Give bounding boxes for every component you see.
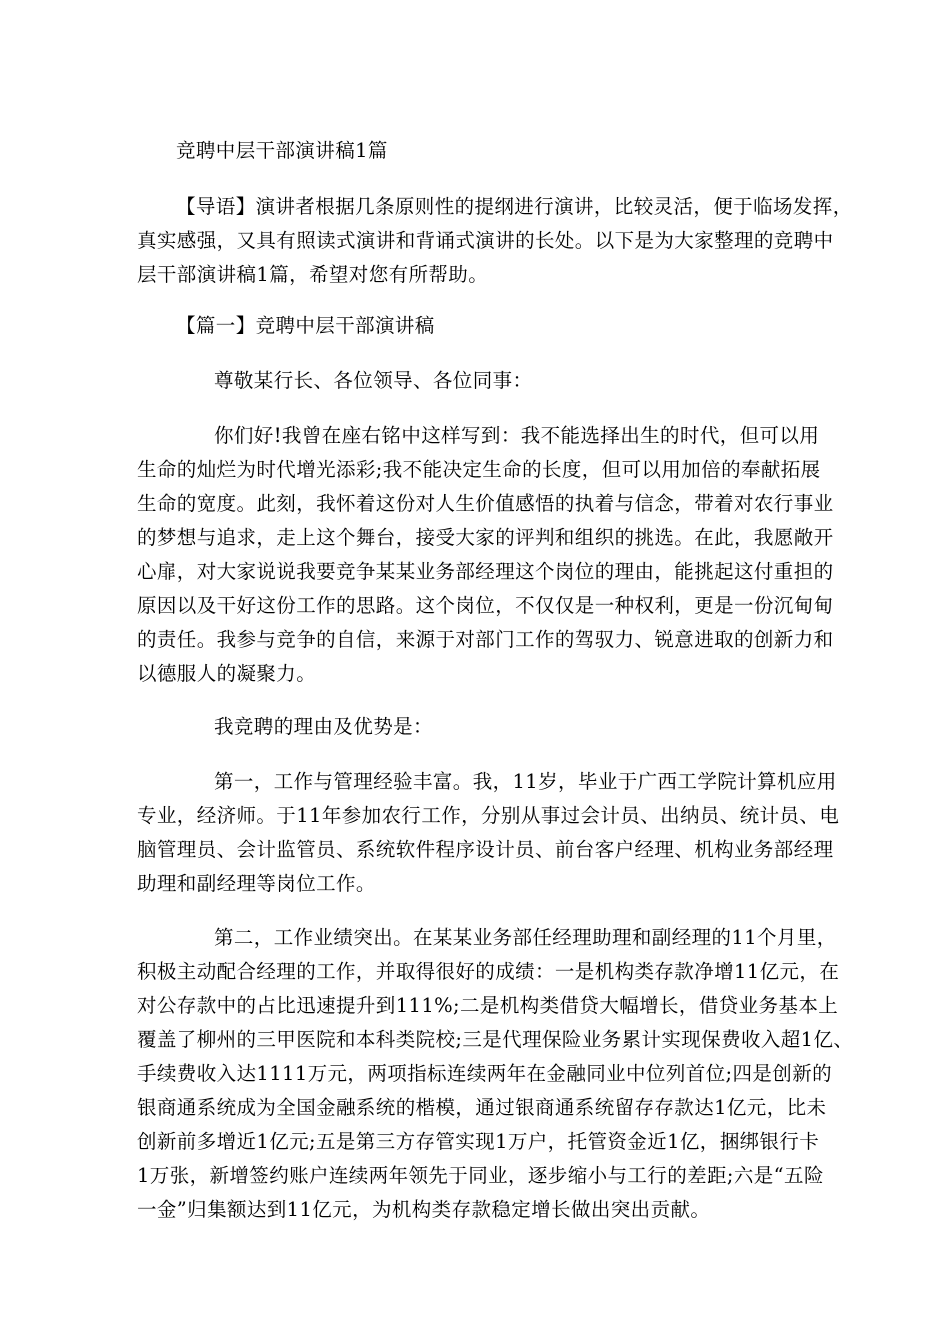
paragraph-line: 生命的宽度。此刻，我怀着这份对人生价值感悟的执着与信念，带着对农行事业 bbox=[137, 492, 834, 515]
intro-line: 【导语】演讲者根据几条原则性的提纲进行演讲，比较灵活，便于临场发挥， bbox=[176, 195, 853, 218]
paragraph-line: 你们好!我曾在座右铭中这样写到：我不能选择出生的时代，但可以用 bbox=[214, 424, 820, 447]
paragraph-line: 创新前多增近1亿元;五是第三方存管实现1万户，托管资金近1亿，捆绑银行卡 bbox=[137, 1130, 820, 1153]
paragraph-line: 1万张，新增签约账户连续两年领先于同业，逐步缩小与工行的差距;六是“五险 bbox=[137, 1164, 824, 1187]
paragraph-line: 积极主动配合经理的工作，并取得很好的成绩：一是机构类存款净增11亿元，在 bbox=[137, 960, 840, 983]
paragraph-line: 脑管理员、会计监管员、系统软件程序设计员、前台客户经理、机构业务部经理 bbox=[137, 838, 834, 861]
paragraph-line: 覆盖了柳州的三甲医院和本科类院校;三是代理保险业务累计实现保费收入超1亿、 bbox=[137, 1028, 854, 1051]
paragraph-line: 心扉，对大家说说我要竞争某某业务部经理这个岗位的理由，能挑起这付重担的 bbox=[137, 560, 834, 583]
paragraph-line: 第二，工作业绩突出。在某某业务部任经理助理和副经理的11个月里， bbox=[214, 926, 837, 949]
paragraph-line: 以德服人的凝聚力。 bbox=[137, 662, 317, 685]
paragraph-line: 原因以及干好这份工作的思路。这个岗位，不仅仅是一种权利，更是一份沉甸甸 bbox=[137, 594, 834, 617]
paragraph-line: 一金”归集额达到11亿元，为机构类存款稳定增长做出突出贡献。 bbox=[137, 1198, 711, 1221]
paragraph-line: 对公存款中的占比迅速提升到111%;二是机构类借贷大幅增长，借贷业务基本上 bbox=[137, 994, 839, 1017]
paragraph-line: 银商通系统成为全国金融系统的楷模，通过银商通系统留存存款达1亿元，比未 bbox=[137, 1096, 827, 1119]
paragraph-line: 的责任。我参与竞争的自信，来源于对部门工作的驾驭力、锐意进取的创新力和 bbox=[137, 628, 834, 651]
document-title: 竞聘中层干部演讲稿1篇 bbox=[176, 139, 388, 162]
greeting: 尊敬某行长、各位领导、各位同事： bbox=[214, 369, 533, 392]
intro-line: 层干部演讲稿1篇，希望对您有所帮助。 bbox=[137, 263, 489, 286]
paragraph-line: 的梦想与追求，走上这个舞台，接受大家的评判和组织的挑选。在此，我愿敞开 bbox=[137, 526, 834, 549]
intro-line: 真实感强，又具有照读式演讲和背诵式演讲的长处。以下是为大家整理的竞聘中 bbox=[137, 229, 834, 252]
reasons-heading: 我竞聘的理由及优势是： bbox=[214, 715, 433, 738]
paragraph-line: 专业，经济师。于11年参加农行工作，分别从事过会计员、出纳员、统计员、电 bbox=[137, 804, 840, 827]
paragraph-line: 助理和副经理等岗位工作。 bbox=[137, 872, 376, 895]
paragraph-line: 生命的灿烂为时代增光添彩;我不能决定生命的长度，但可以用加倍的奉献拓展 bbox=[137, 458, 821, 481]
paragraph-line: 第一，工作与管理经验丰富。我，11岁，毕业于广西工学院计算机应用 bbox=[214, 770, 837, 793]
section-heading: 【篇一】竞聘中层干部演讲稿 bbox=[176, 314, 435, 337]
paragraph-line: 手续费收入达1111万元，两项指标连续两年在金融同业中位列首位;四是创新的 bbox=[137, 1062, 832, 1085]
